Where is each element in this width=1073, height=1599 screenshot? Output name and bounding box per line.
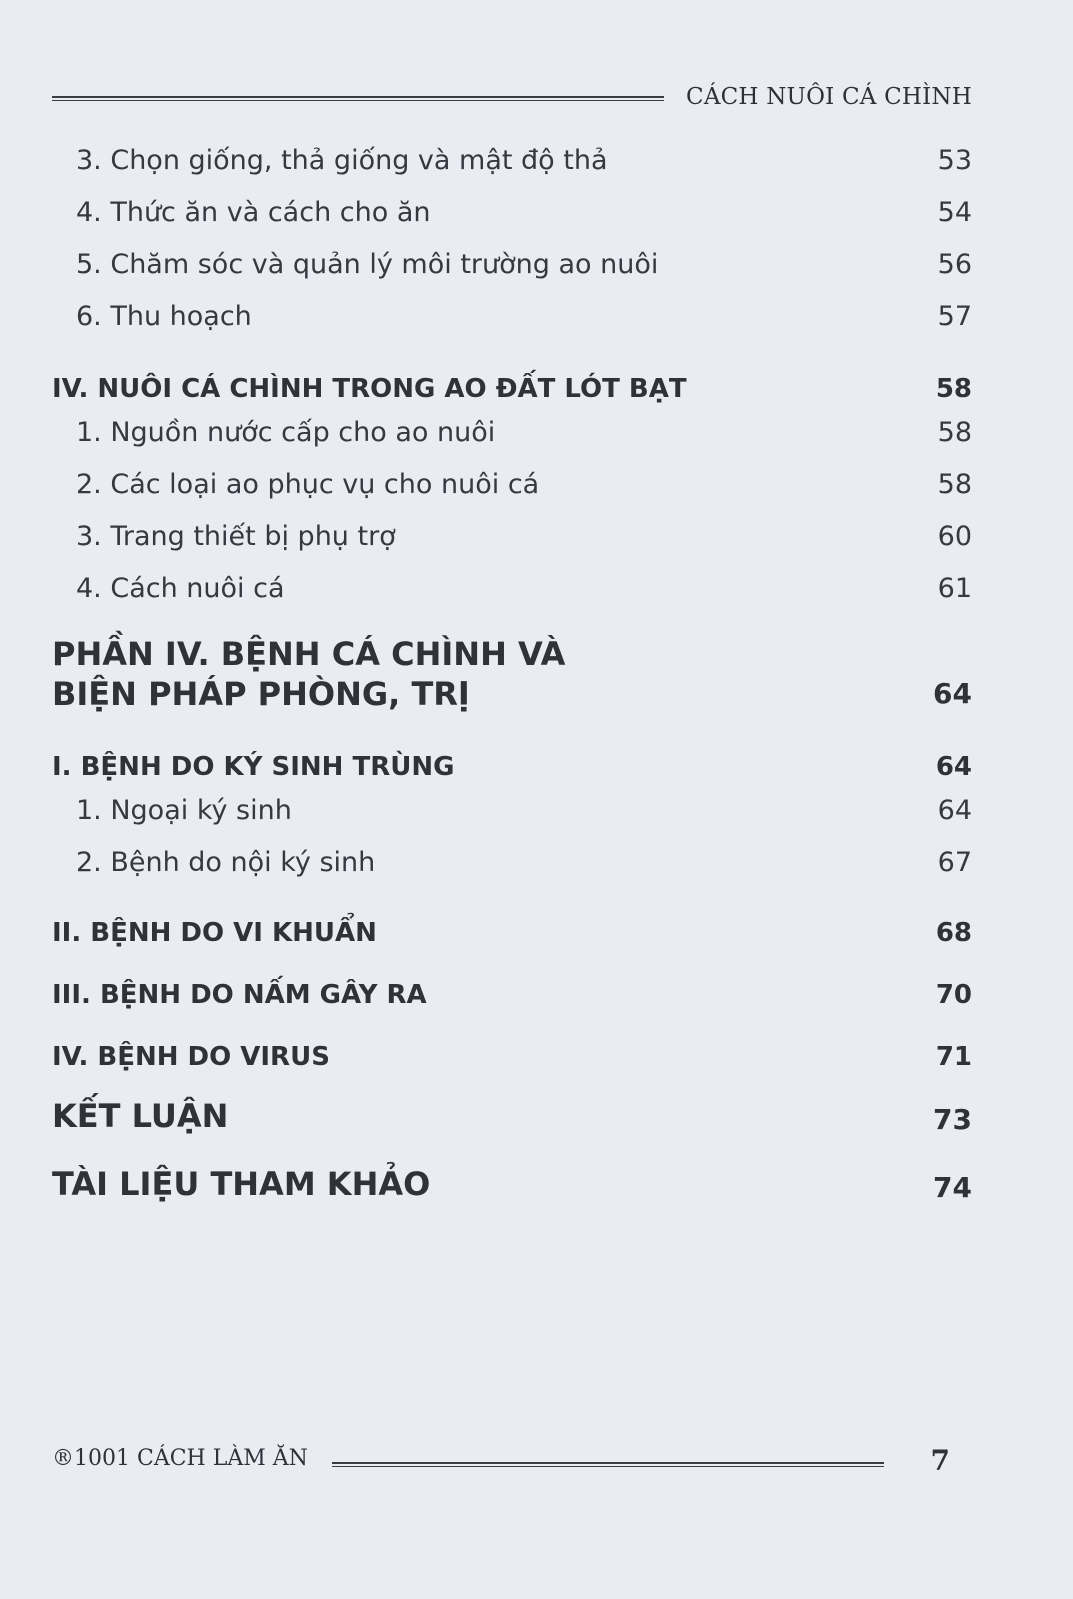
toc-entry-label: TÀI LIỆU THAM KHẢO — [52, 1165, 431, 1203]
toc-entry-label: 1. Ngoại ký sinh — [76, 795, 292, 826]
toc-section-heading — [52, 364, 972, 408]
toc-entry-page: 71 — [935, 1042, 972, 1072]
toc-part-label — [52, 634, 565, 714]
toc-entry-page: 61 — [937, 573, 972, 604]
toc-entry-page: 54 — [937, 197, 972, 228]
toc-entry-page: 57 — [937, 301, 972, 332]
toc-entry-page: 58 — [937, 469, 972, 500]
toc-entry-page: 70 — [935, 980, 972, 1010]
toc-entry-label: KẾT LUẬN — [52, 1097, 229, 1135]
toc-entry — [52, 564, 972, 608]
toc-entry-page: 58 — [937, 417, 972, 448]
toc-entry-page: 68 — [935, 918, 972, 948]
toc-entry-page: 56 — [937, 249, 972, 280]
toc-entry-label: 3. Trang thiết bị phụ trợ — [76, 521, 396, 552]
toc-part-heading — [52, 634, 972, 724]
toc-entry-page: 64 — [933, 677, 972, 710]
footer-page-number: 7 — [930, 1444, 950, 1477]
toc-entry-label: 6. Thu hoạch — [76, 301, 252, 332]
toc-entry-label: 4. Thức ăn và cách cho ăn — [76, 197, 431, 228]
toc-entry-page: 73 — [933, 1103, 972, 1136]
running-header-title: CÁCH NUÔI CÁ CHÌNH — [686, 84, 972, 110]
toc-part-label-line-2: BIỆN PHÁP PHÒNG, TRỊ — [52, 675, 470, 713]
toc-entry-page: 64 — [937, 795, 972, 826]
footer-series-title: ®1001 CÁCH LÀM ĂN — [52, 1446, 308, 1471]
toc-entry-label: 3. Chọn giống, thả giống và mật độ thả — [76, 145, 608, 176]
toc-entry-page: 64 — [935, 752, 972, 782]
header-rule — [52, 96, 664, 98]
toc-part-heading — [52, 1158, 972, 1208]
footer-rule — [332, 1462, 884, 1464]
toc-part-heading — [52, 1090, 972, 1140]
toc-entry-label: 2. Bệnh do nội ký sinh — [76, 847, 376, 878]
toc-entry-label: 1. Nguồn nước cấp cho ao nuôi — [76, 417, 496, 448]
toc-entry — [52, 460, 972, 504]
toc-entry-page: 53 — [937, 145, 972, 176]
toc-section-heading — [52, 742, 972, 786]
toc-entry-label: III. BỆNH DO NẤM GÂY RA — [52, 980, 427, 1010]
toc-entry-page: 74 — [933, 1171, 972, 1204]
toc-part-label-line-1: PHẦN IV. BỆNH CÁ CHÌNH VÀ — [52, 635, 566, 673]
toc-entry-label: I. BỆNH DO KÝ SINH TRÙNG — [52, 752, 455, 782]
toc-entry-page: 60 — [937, 521, 972, 552]
toc-section-heading — [52, 908, 972, 952]
toc-section-heading — [52, 1032, 972, 1076]
toc-entry — [52, 838, 972, 882]
toc-entry — [52, 136, 972, 180]
toc-entry — [52, 188, 972, 232]
toc-entry-label: II. BỆNH DO VI KHUẨN — [52, 918, 377, 948]
toc-entry-page: 58 — [935, 374, 972, 404]
toc-entry-label: 2. Các loại ao phục vụ cho nuôi cá — [76, 469, 540, 500]
toc-entry — [52, 512, 972, 556]
toc-entry — [52, 408, 972, 452]
toc-section-heading — [52, 970, 972, 1014]
toc-entry — [52, 240, 972, 284]
toc-entry-page: 67 — [937, 847, 972, 878]
toc-entry-label: 5. Chăm sóc và quản lý môi trường ao nuôi — [76, 249, 659, 280]
toc-entry-label: IV. NUÔI CÁ CHÌNH TRONG AO ĐẤT LÓT BẠT — [52, 374, 687, 404]
toc-entry — [52, 786, 972, 830]
toc-entry-label: IV. BỆNH DO VIRUS — [52, 1042, 330, 1072]
toc-entry — [52, 292, 972, 336]
toc-entry-label: 4. Cách nuôi cá — [76, 573, 285, 604]
